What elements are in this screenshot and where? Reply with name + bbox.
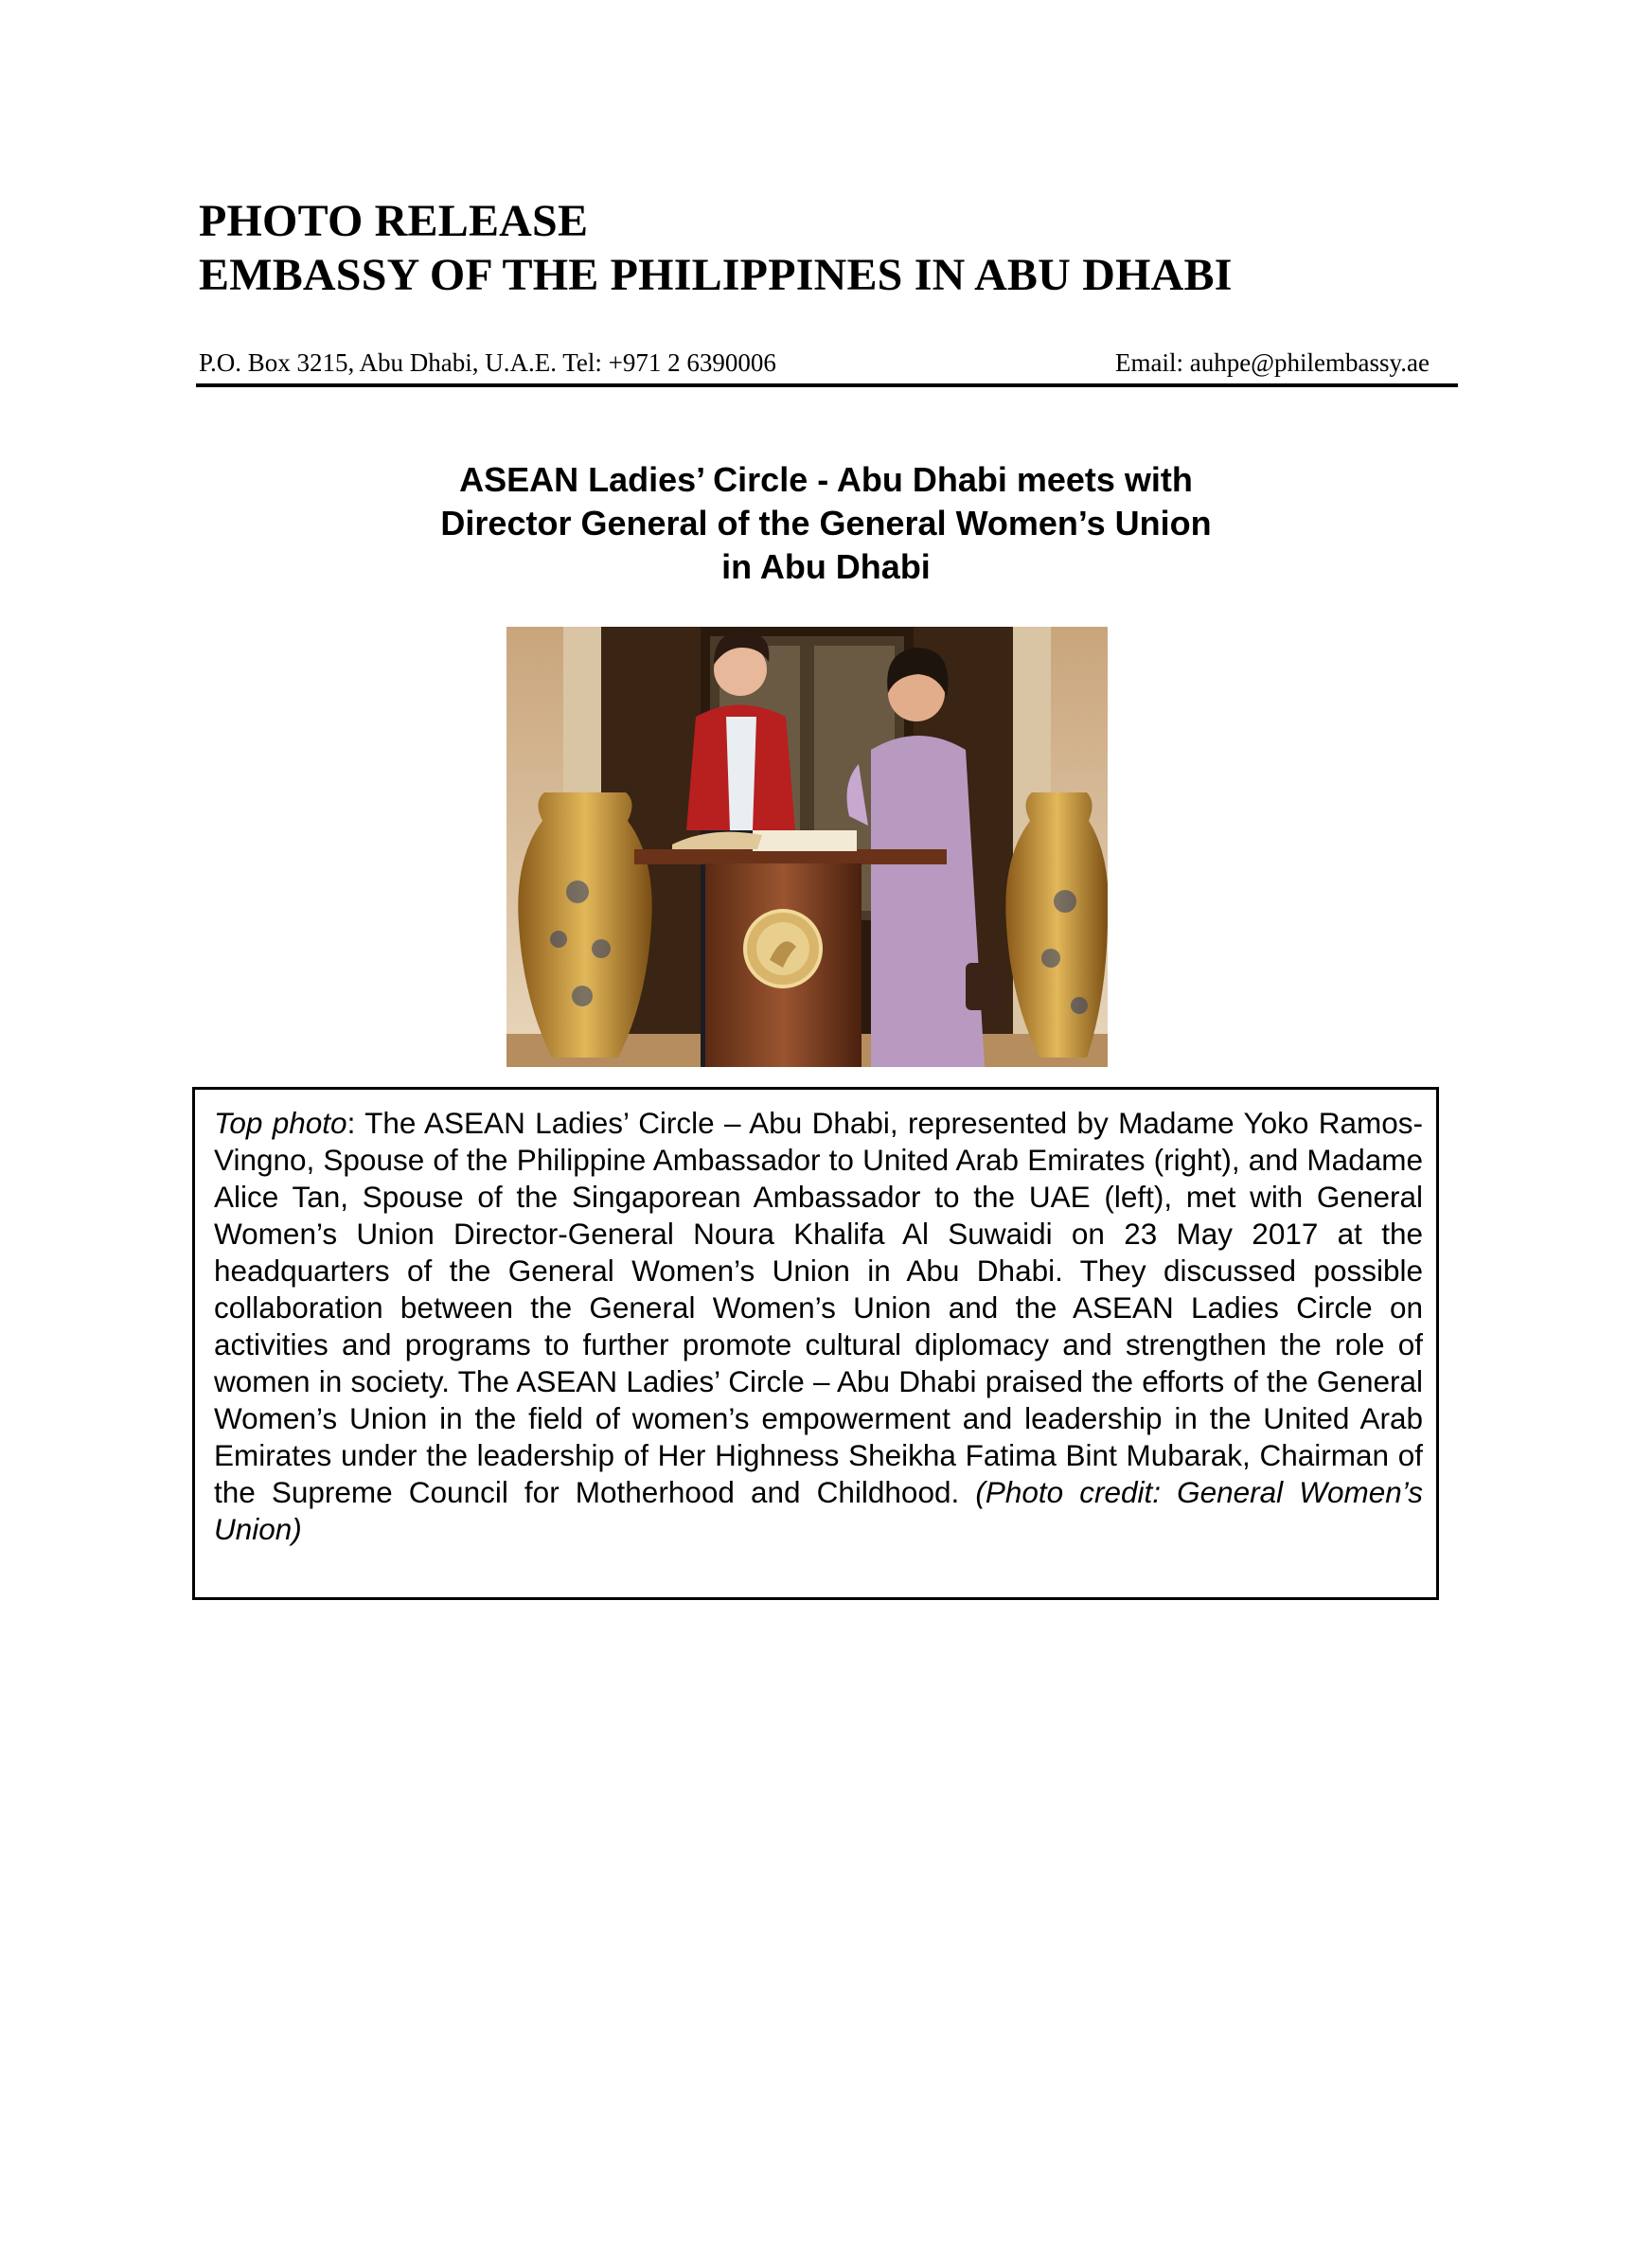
photo-illustration: [506, 627, 1108, 1067]
caption-box: [192, 1087, 1439, 1600]
caption-body: The ASEAN Ladies’ Circle – Abu Dhabi, represented by Madame Yoko Ramos-Vingno, Spouse of the Philippine Ambassador to United Arab Emirates (right), and Madame Alice Tan, Spouse of the Singaporean Ambassador to the UAE (left), met with General Women’s Union Director-General Noura Khalifa Al Suwaidi on 23 May 2017 at the headquarters of the General Women’s Union in Abu Dhabi. They discussed possible collaboration between the General Women’s Union and the ASEAN Ladies Circle on activities and programs to further promote cultural diplomacy and strengthen the role of women in society. The ASEAN Ladies’ Circle – Abu Dhabi praised the efforts of the General Women’s Union in the field of women’s empowerment and leadership in the United Arab Emirates under the leadership of Her Highness Sheikha Fatima Bint Mubarak, Chairman of the Supreme Council for Motherhood and Childhood.: [214, 1106, 1423, 1509]
photo-caption: [214, 1105, 1423, 1548]
caption-label-suffix: :: [346, 1106, 365, 1140]
headline-line-3: in Abu Dhabi: [721, 547, 931, 586]
header-divider: [196, 383, 1458, 387]
email-text: Email: auhpe@philembassy.ae: [1114, 348, 1430, 377]
headline-line-1: ASEAN Ladies’ Circle - Abu Dhabi meets with: [459, 460, 1193, 499]
headline-line-2: Director General of the General Women’s Union: [440, 504, 1212, 543]
address-text: P.O. Box 3215, Abu Dhabi, U.A.E. Tel: +971 2 6390006: [199, 348, 776, 377]
headline: [0, 458, 1652, 589]
photo-credit: (Photo credit: General Women’s Union): [214, 1475, 1423, 1546]
header-line-photo-release: PHOTO RELEASE: [199, 196, 589, 246]
event-photo: [506, 627, 1108, 1067]
caption-label: Top photo: [214, 1106, 347, 1140]
document-header: [199, 194, 1233, 302]
header-line-embassy: EMBASSY OF THE PHILIPPINES IN ABU DHABI: [199, 250, 1233, 300]
